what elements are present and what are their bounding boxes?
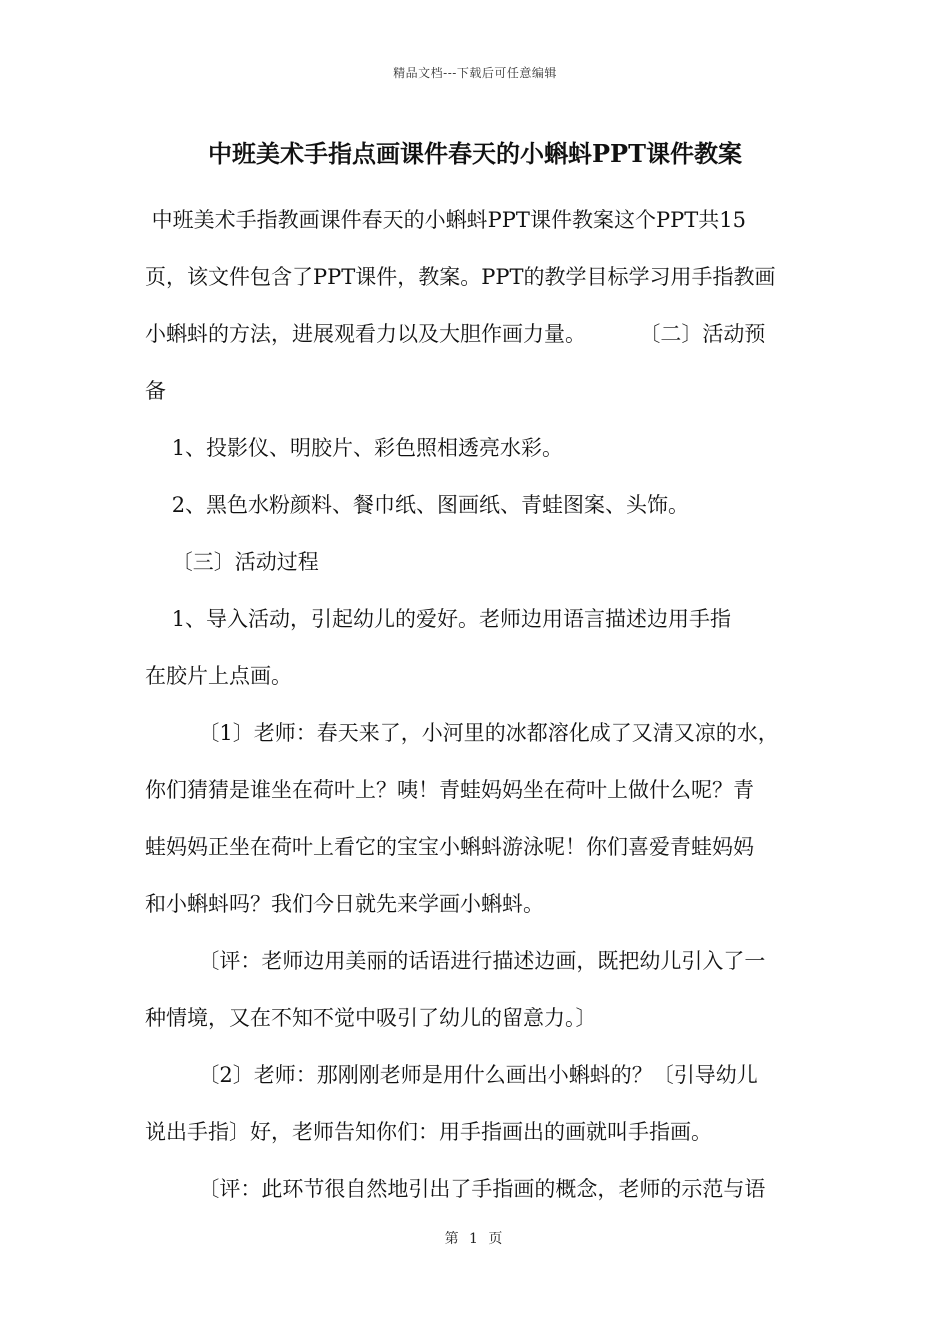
page-suffix: 页 [488, 1231, 506, 1247]
document-title: 中班美术手指点画课件春天的小蝌蚪PPT课件教案 [208, 139, 742, 168]
paragraph-line: 〔评：老师边用美丽的话语进行描述边画，既把幼儿引入了一 [145, 949, 766, 973]
paragraph-line: 〔1〕老师：春天来了，小河里的冰都溶化成了又清又凉的水， [145, 721, 779, 745]
section-heading: 〔三〕活动过程 [145, 550, 319, 574]
paragraph-line: 〔2〕老师：那刚刚老师是用什么画出小蝌蚪的？〔引导幼儿 [145, 1063, 758, 1087]
list-item: 2、黑色水粉颜料、餐巾纸、图画纸、青蛙图案、头饰。 [145, 493, 690, 517]
paragraph-line: 蛙妈妈正坐在荷叶上看它的宝宝小蝌蚪游泳呢！你们喜爱青蛙妈妈 [145, 835, 754, 859]
page-number: 1 [469, 1231, 481, 1247]
page-footer [0, 1228, 950, 1248]
paragraph-line: 和小蝌蚪吗？我们今日就先来学画小蝌蚪。 [145, 892, 544, 916]
paragraph-line: 〔评：此环节很自然地引出了手指画的概念，老师的示范与语 [145, 1177, 766, 1201]
paragraph-line: 在胶片上点画。 [145, 664, 292, 688]
paragraph-line: 中班美术手指教画课件春天的小蝌蚪PPT课件教案这个PPT共15 [145, 208, 746, 232]
paragraph-line: 小蝌蚪的方法，进展观看力以及大胆作画力量。 〔二〕活动预 [145, 322, 766, 346]
paragraph-line: 备 [145, 379, 166, 403]
page-header: 精品文档---下载后可任意编辑 [393, 66, 557, 80]
paragraph-line: 你们猜猜是谁坐在荷叶上？咦！青蛙妈妈坐在荷叶上做什么呢？青 [145, 778, 754, 802]
paragraph-line: 1、导入活动，引起幼儿的爱好。老师边用语言描述边用手指 [145, 607, 732, 631]
paragraph-line: 种情境，又在不知不觉中吸引了幼儿的留意力。〕 [145, 1006, 597, 1030]
document-body [145, 192, 811, 1218]
page-prefix: 第 [444, 1231, 462, 1247]
paragraph-line: 页，该文件包含了PPT课件，教案。PPT的教学目标学习用手指教画 [145, 265, 776, 289]
list-item: 1、投影仪、明胶片、彩色照相透亮水彩。 [145, 436, 564, 460]
paragraph-line: 说出手指〕好，老师告知你们：用手指画出的画就叫手指画。 [145, 1120, 712, 1144]
